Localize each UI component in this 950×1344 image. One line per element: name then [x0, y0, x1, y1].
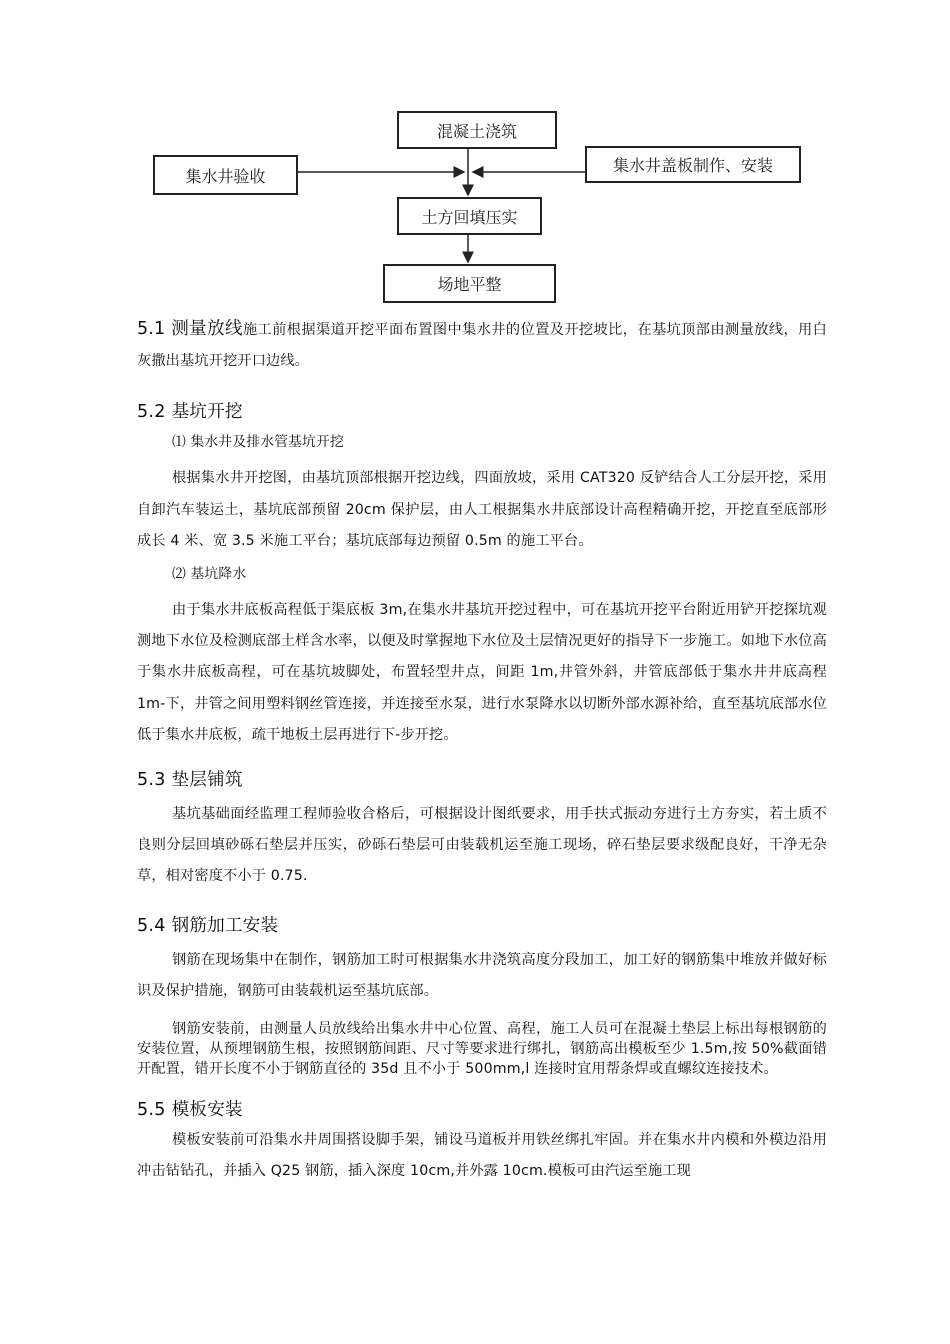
section-5-5-heading: 5.5 模板安装: [137, 1100, 243, 1121]
flow-box-cover: 集水井盖板制作、安装: [585, 146, 801, 183]
section-5-2-heading: 5.2 基坑开挖: [137, 402, 243, 423]
section-5-2-paragraph-1: 根据集水井开挖图，由基坑顶部根据开挖边线，四面放坡，采用 CAT320 反铲结合人工分层开挖，采用自卸汽车装运土，基坑底部预留 20cm 保护层，由人工根据集水井底部设计高程精确开挖，开挖直至底部形成长 4 米、宽 3.5 米施工平台；基坑底部每边预留 0.5m 的施工平台。: [137, 470, 827, 549]
section-5-5-paragraph-1: 模板安装前可沿集水井周围搭设脚手架，铺设马道板并用铁丝绑扎牢固。并在集水井内模和外模边沿用冲击钻钻孔，并插入 Q25 钢筋，插入深度 10cm,并外露 10cm.模板可由汽运至施工现: [137, 1132, 827, 1180]
section-5-4-heading: 5.4 钢筋加工安装: [137, 915, 279, 936]
document-body: [137, 312, 827, 1187]
section-5-4-paragraph-2: 钢筋安装前，由测量人员放线给出集水井中心位置、高程，施工人员可在混凝土垫层上标出每根钢筋的安装位置，从预埋钢筋生根，按照钢筋间距、尺寸等要求进行绑扎，钢筋高出模板至少 1.5m,按 50%截面错开配置，错开长度不小于钢筋直径的 35d 且不小于 500mm,l 连接时宜用帮条焊或直螺纹连接技术。: [137, 1021, 827, 1078]
flow-box-backfill: 土方回填压实: [397, 197, 542, 235]
flow-box-leveling: 场地平整: [383, 264, 556, 303]
section-5-3-heading: 5.3 垫层铺筑: [137, 770, 243, 791]
section-5-1-heading: 5.1 测量放线: [137, 319, 243, 339]
section-5-2-paragraph-2: 由于集水井底板高程低于渠底板 3m,在集水井基坑开挖过程中，可在基坑开挖平台附近用铲开挖探坑观测地下水位及检测底部土样含水率，以便及时掌握地下水位及土层情况更好的指导下一步施工。如地下水位高于集水井底板高程，可在基坑坡脚处，布置轻型井点，间距 1m,井管外斜，井管底部低于集水井井底高程 1m-下，井管之间用塑料钢丝管连接，并连接至水泵，进行水泵降水以切断外部水源补给，直至基坑底部水位低于集水井底板，疏干地板土层再进行下-步开挖。: [137, 602, 827, 743]
flowchart: [0, 0, 950, 310]
section-5-2-subheading-2: ⑵ 基坑降水: [172, 566, 247, 583]
section-5-2-subheading-1: ⑴ 集水井及排水管基坑开挖: [172, 434, 344, 451]
flow-box-concrete: 混凝土浇筑: [397, 111, 557, 149]
section-5-1-text: 施工前根据渠道开挖平面布置图中集水井的位置及开挖坡比，在基坑顶部由测量放线，用白灰撒出基坑开挖开口边线。: [137, 322, 827, 370]
section-5-4-paragraph-1: 钢筋在现场集中在制作，钢筋加工时可根据集水井浇筑高度分段加工，加工好的钢筋集中堆放并做好标识及保护措施，钢筋可由装载机运至基坑底部。: [137, 951, 827, 999]
section-5-3-paragraph-1: 基坑基础面经监理工程师验收合格后，可根据设计图纸要求，用手扶式振动夯进行土方夯实，若土质不良则分层回填砂砾石垫层并压实，砂砾石垫层可由装载机运至施工现场，碎石垫层要求级配良好，干净无杂草，相对密度不小于 0.75.: [137, 806, 827, 885]
section-5-1-paragraph: [137, 314, 827, 377]
flow-box-inspection: 集水井验收: [153, 155, 298, 195]
